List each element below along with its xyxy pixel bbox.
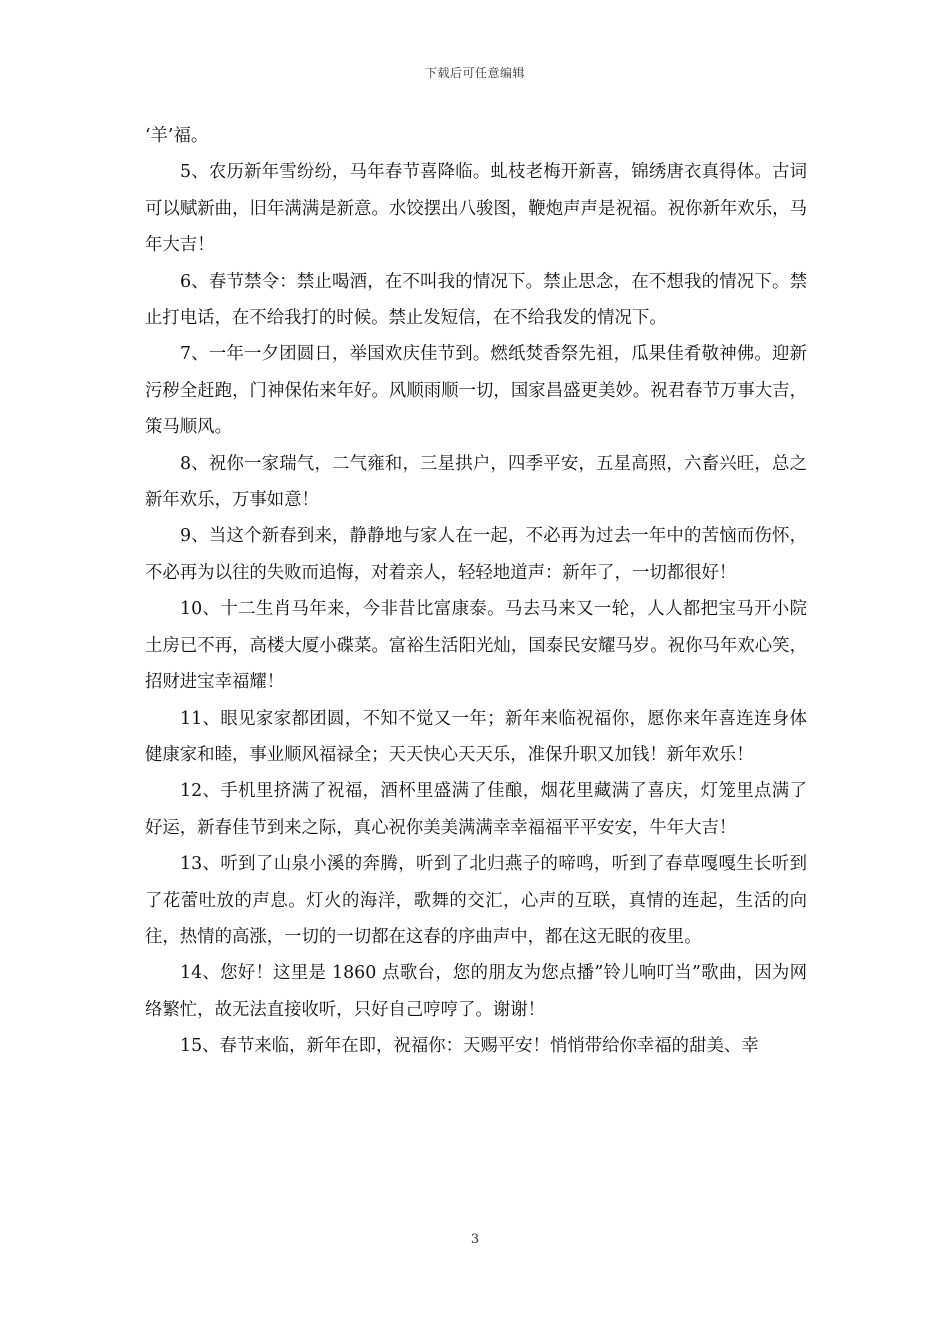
- paragraph-item-5: 5、农历新年雪纷纷，马年春节喜降临。虬枝老梅开新喜，锦绣唐衣真得体。古词可以赋新曲，旧年满满是新意。水饺摆出八骏图，鞭炮声声是祝福。祝你新年欢乐，马年大吉！: [145, 162, 807, 256]
- paragraph-item-10: 10、十二生肖马年来，今非昔比富康泰。马去马来又一轮，人人都把宝马开小院土房已不再，高楼大厦小碟菜。富裕生活阳光灿，国泰民安耀马岁。祝你马年欢心笑，招财进宝幸福耀！: [145, 599, 807, 693]
- paragraph-item-6: 6、春节禁令：禁止喝酒，在不叫我的情况下。禁止思念，在不想我的情况下。禁止打电话，在不给我打的时候。禁止发短信，在不给我发的情况下。: [145, 271, 807, 329]
- paragraph-item-13: 13、听到了山泉小溪的奔腾，听到了北归燕子的啼鸣，听到了春草嘎嘎生长听到了花蕾吐放的声息。灯火的海洋，歌舞的交汇，心声的互联，真情的连起，生活的向往，热情的高涨，一切的一切都在这春的序曲声中，都在这无眠的夜里。: [145, 854, 807, 947]
- paragraph-item-12: 12、手机里挤满了祝福，酒杯里盛满了佳酿，烟花里藏满了喜庆，灯笼里点满了好运，新春佳节到来之际，真心祝你美美满满幸幸福福平平安安，牛年大吉！: [145, 781, 807, 838]
- paragraph-item-11: 11、眼见家家都团圆，不知不觉又一年；新年来临祝福你，愿你来年喜连连身体健康家和睦，事业顺风福禄全；天天快心天天乐，准保升职又加钱！新年欢乐！: [145, 708, 807, 765]
- paragraph-item-8: 8、祝你一家瑞气，二气雍和，三星拱户，四季平安，五星高照，六畜兴旺，总之新年欢乐，万事如意！: [145, 453, 807, 511]
- page-header: 下载后可任意编辑: [424, 66, 525, 80]
- paragraph-item-9: 9、当这个新春到来，静静地与家人在一起，不必再为过去一年中的苦恼而伤怀，不必再为以往的失败而追悔，对着亲人，轻轻地道声：新年了，一切都很好！: [145, 526, 807, 583]
- paragraph-item-14: 14、您好！这里是 1860 点歌台，您的朋友为您点播”铃儿响叮当”歌曲，因为网络繁忙，故无法直接收听，只好自己哼哼了。谢谢！: [145, 963, 807, 1020]
- document-body: [145, 118, 807, 1065]
- page-number: 3: [470, 1232, 480, 1247]
- paragraph-continuation: ‘羊’福。: [145, 126, 209, 146]
- paragraph-item-7: 7、一年一夕团圆日，举国欢庆佳节到。燃纸焚香祭先祖，瓜果佳肴敬神佛。迎新污秽全赶跑，门神保佑来年好。风顺雨顺一切，国家昌盛更美妙。祝君春节万事大吉，策马顺风。: [145, 344, 807, 438]
- paragraph-item-15: 15、春节来临，新年在即，祝福你：天赐平安！悄悄带给你幸福的甜美、幸: [180, 1036, 759, 1057]
